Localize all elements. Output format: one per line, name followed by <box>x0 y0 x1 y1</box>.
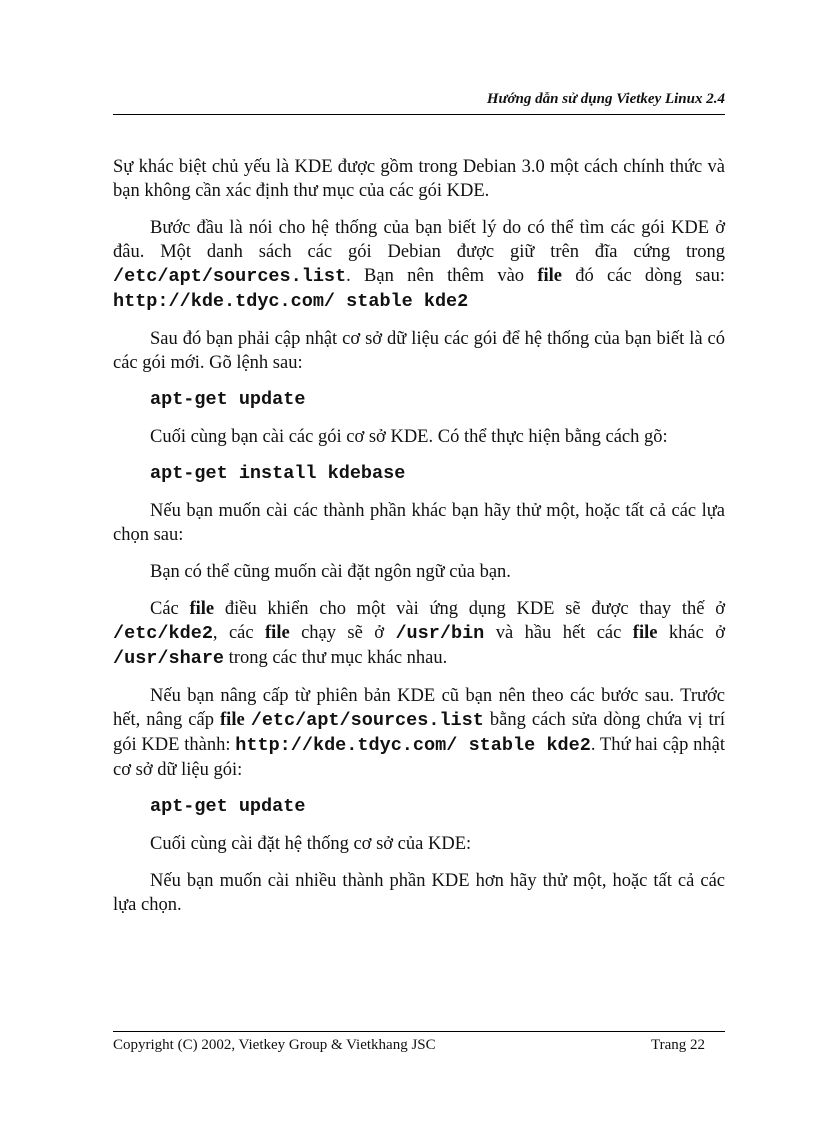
text-run: Bước đầu là nói cho hệ thống của bạn biết lý do có thể tìm các gói KDE ở đâu. Một danh sách các gói Debian được giữ trên đĩa cứng trong <box>113 218 725 262</box>
text-run: trong các thư mục khác nhau. <box>224 648 448 668</box>
bold-term: file <box>632 623 658 643</box>
page-content <box>113 155 725 930</box>
text-run: chạy sẽ ở <box>289 623 396 643</box>
page-number: Trang 22 <box>650 1037 705 1053</box>
bold-term: file <box>537 266 562 286</box>
paragraph-7 <box>113 597 725 671</box>
page-header-title: Hướng dẫn sử dụng Vietkey Linux 2.4 <box>486 91 725 107</box>
text-run: đó các dòng sau: <box>561 266 725 286</box>
text-run: . Thứ hai cập nhật cơ sở dữ liệu gói: <box>113 735 725 780</box>
paragraph-9: Cuối cùng cài đặt hệ thống cơ sở của KDE: <box>150 834 472 854</box>
paragraph-10: Nếu bạn muốn cài nhiều thành phần KDE hơn hãy thử một, hoặc tất cả các lựa chọn. <box>113 871 725 915</box>
footer-copyright: Copyright (C) 2002, Vietkey Group & Vietkhang JSC <box>113 1037 436 1053</box>
command-line-2: apt-get install kdebase <box>150 463 406 484</box>
text-run: và hầu hết các <box>484 623 633 643</box>
text-run: điều khiển cho một vài ứng dụng KDE sẽ được thay thế ở <box>214 599 725 619</box>
text-run: khác ở <box>657 623 725 643</box>
bold-term: file <box>189 599 215 619</box>
code-path: /etc/kde2 <box>113 623 213 644</box>
bold-term: file <box>265 623 290 643</box>
code-path: /etc/apt/sources.list <box>113 266 347 287</box>
code-url: http://kde.tdyc.com/ stable kde2 <box>235 735 591 756</box>
text-run: bằng cách sửa dòng chứa vị trí gói KDE thành: <box>113 710 725 755</box>
paragraph-8 <box>113 684 725 782</box>
text-run: . Bạn nên thêm vào <box>346 266 538 286</box>
text-run: , các <box>212 623 266 643</box>
command-line-3: apt-get update <box>150 796 306 817</box>
footer-rule <box>113 1031 725 1032</box>
page-footer <box>113 1037 705 1054</box>
paragraph-4: Cuối cùng bạn cài các gói cơ sở KDE. Có thể thực hiện bằng cách gõ: <box>150 427 668 447</box>
paragraph-2 <box>113 216 725 314</box>
code-url: http://kde.tdyc.com/ stable kde2 <box>113 291 469 312</box>
paragraph-3: Sau đó bạn phải cập nhật cơ sở dữ liệu các gói để hệ thống của bạn biết là có các gói mới. Gõ lệnh sau: <box>113 329 725 373</box>
paragraph-6: Bạn có thể cũng muốn cài đặt ngôn ngữ của bạn. <box>150 562 511 582</box>
text-run: Các <box>150 599 190 619</box>
code-path: /usr/share <box>113 648 225 669</box>
code-path: /etc/apt/sources.list <box>250 710 484 731</box>
paragraph-1: Sự khác biệt chủ yếu là KDE được gồm trong Debian 3.0 một cách chính thức và bạn không cần xác định thư mục của các gói KDE. <box>113 157 725 201</box>
bold-term: file <box>220 710 245 730</box>
paragraph-5: Nếu bạn muốn cài các thành phần khác bạn hãy thử một, hoặc tất cả các lựa chọn sau: <box>113 501 725 545</box>
code-path: /usr/bin <box>395 623 485 644</box>
header-rule <box>113 114 725 115</box>
text-run: Nếu bạn nâng cấp từ phiên bản KDE cũ bạn nên theo các bước sau. Trước hết, nâng cấp <box>113 686 725 730</box>
command-line-1: apt-get update <box>150 389 306 410</box>
